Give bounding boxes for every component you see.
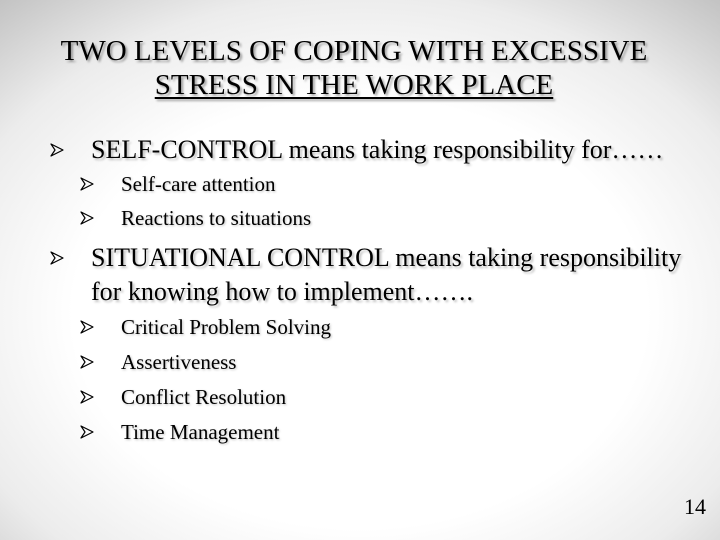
arrowhead-bullet-icon bbox=[80, 425, 94, 444]
sub-bullet bbox=[80, 167, 700, 202]
sub-bullet-text: Critical Problem Solving bbox=[121, 315, 331, 339]
arrowhead-bullet-icon bbox=[80, 320, 94, 339]
sub-bullet bbox=[80, 345, 700, 380]
page-number: 14 bbox=[684, 494, 706, 519]
title-line-1: TWO LEVELS OF COPING WITH EXCESSIVE bbox=[60, 35, 648, 67]
bullet-text: SITUATIONAL CONTROL means taking responsibility for knowing how to implement……. bbox=[91, 243, 682, 306]
sub-bullet-text: Assertiveness bbox=[121, 350, 237, 374]
slide-title bbox=[0, 34, 708, 102]
arrowhead-bullet-icon bbox=[50, 251, 64, 270]
sub-bullet-text: Time Management bbox=[121, 420, 280, 444]
sub-bullet bbox=[80, 380, 700, 415]
bullet-text: SELF-CONTROL means taking responsibility for…… bbox=[91, 135, 664, 164]
sub-bullet bbox=[80, 201, 700, 236]
sub-bullet bbox=[80, 415, 700, 450]
arrowhead-bullet-icon bbox=[80, 211, 94, 230]
arrowhead-bullet-icon bbox=[80, 355, 94, 374]
sub-bullet-text: Conflict Resolution bbox=[121, 385, 287, 409]
sub-bullet bbox=[80, 310, 700, 345]
arrowhead-bullet-icon bbox=[80, 390, 94, 409]
sub-bullet-text: Self-care attention bbox=[121, 172, 276, 196]
sub-bullet-text: Reactions to situations bbox=[121, 206, 312, 230]
title-line-2: STRESS IN THE WORK PLACE bbox=[154, 69, 554, 101]
arrowhead-bullet-icon bbox=[50, 143, 64, 162]
arrowhead-bullet-icon bbox=[80, 177, 94, 196]
